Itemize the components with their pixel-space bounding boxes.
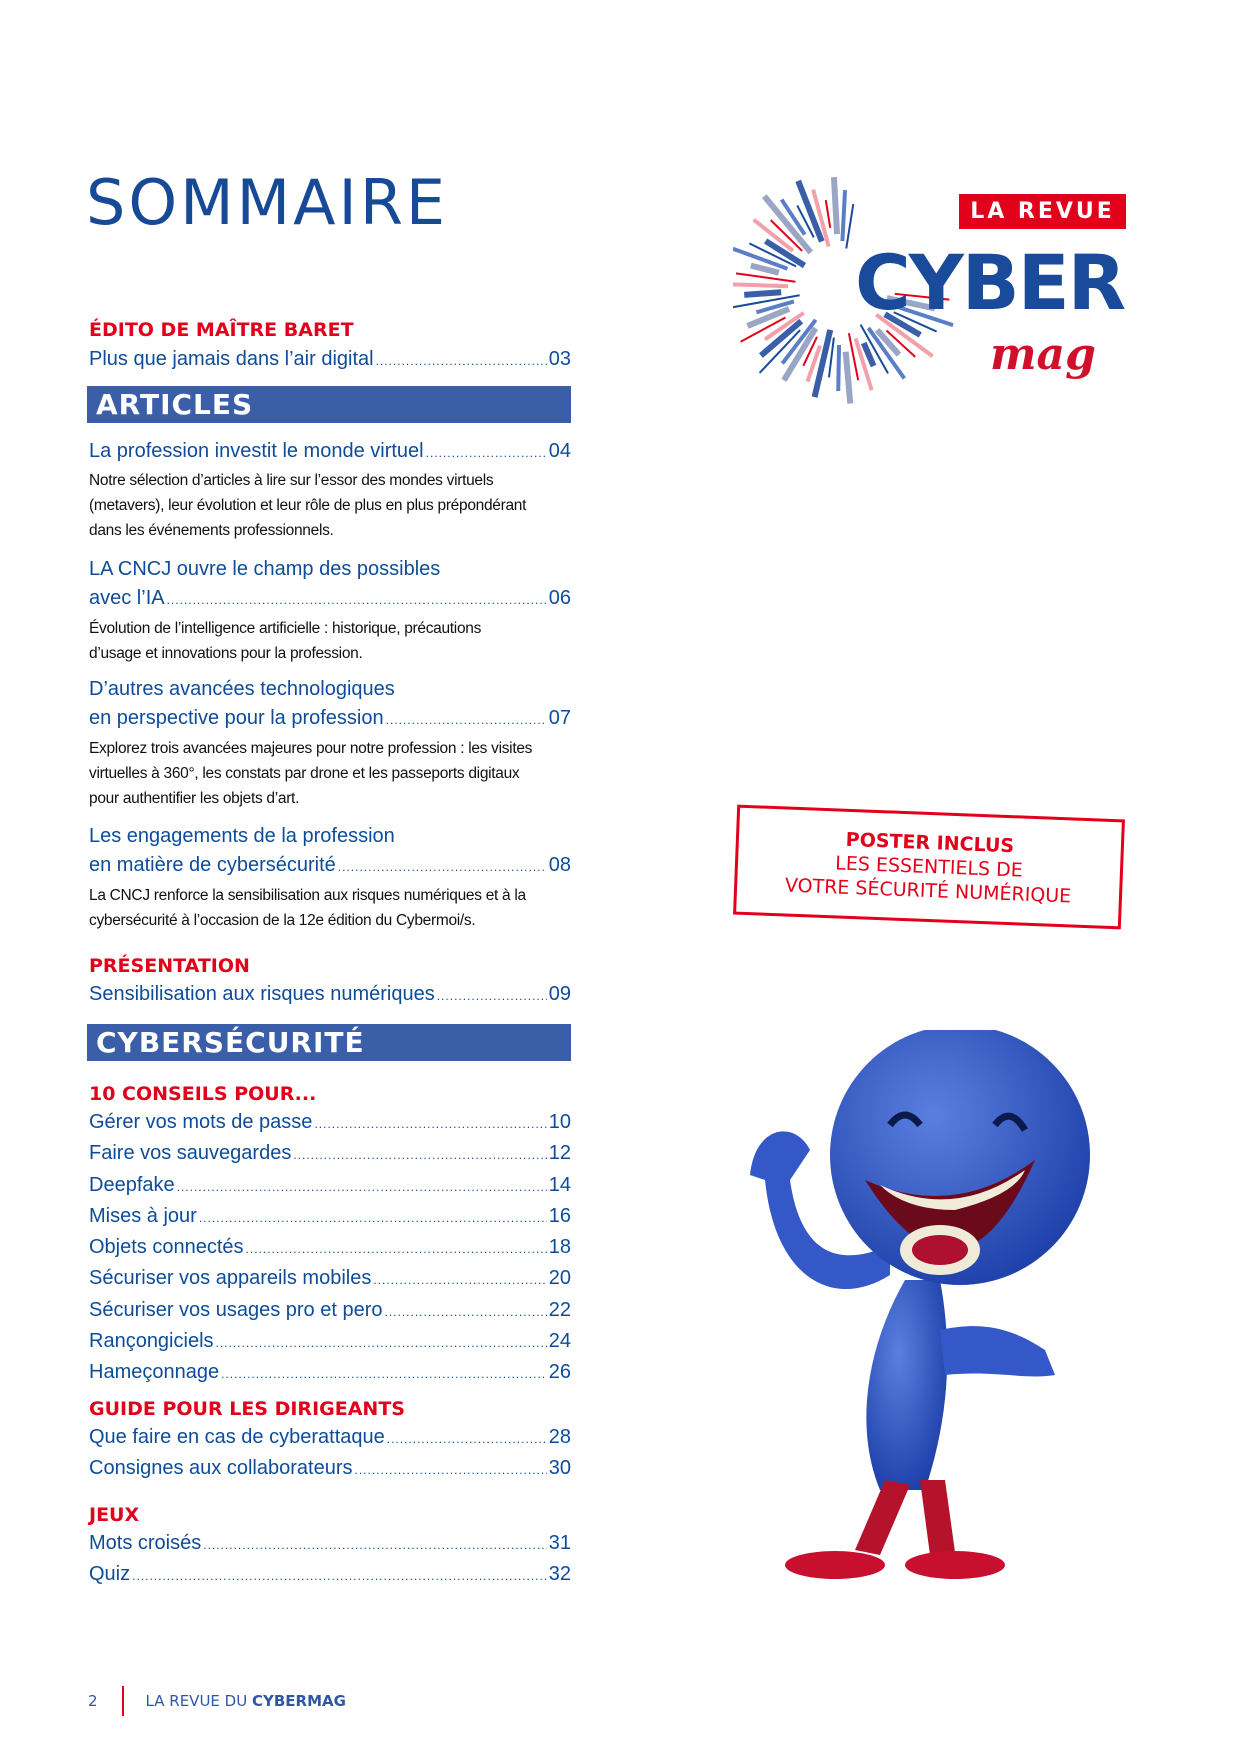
entry-label: Mots croisés bbox=[89, 1532, 202, 1554]
entry-label: Sensibilisation aux risques numériques bbox=[89, 983, 435, 1005]
toc-entry[interactable] bbox=[89, 1454, 571, 1485]
entry-label: Faire vos sauvegardes bbox=[89, 1142, 292, 1165]
article-entry[interactable] bbox=[89, 675, 571, 811]
page-number: 2 bbox=[88, 1692, 98, 1710]
entry-label: D’autres avancées technologiques bbox=[89, 678, 395, 700]
article-entry[interactable] bbox=[89, 555, 571, 666]
entry-label: Mises à jour bbox=[89, 1204, 197, 1227]
entry-page: 12 bbox=[548, 1142, 571, 1165]
entry-label: Que faire en cas de cyberattaque bbox=[89, 1426, 385, 1448]
burst-ray bbox=[733, 284, 788, 286]
leader-dots bbox=[376, 345, 547, 376]
toc-entry[interactable] bbox=[89, 1171, 571, 1202]
logo-name: CYBER bbox=[855, 238, 1125, 327]
entry-page: 22 bbox=[548, 1298, 571, 1321]
footer-divider bbox=[122, 1686, 124, 1716]
entry-page: 20 bbox=[548, 1267, 571, 1290]
burst-ray bbox=[751, 266, 779, 273]
poster-line: LES ESSENTIELS DE bbox=[834, 852, 1024, 882]
page-title: SOMMAIRE bbox=[86, 166, 449, 239]
entry-label: La profession investit le monde virtuel bbox=[89, 440, 424, 462]
burst-ray bbox=[842, 190, 845, 241]
jeux-heading: JEUX bbox=[89, 1504, 140, 1526]
page-footer bbox=[88, 1686, 346, 1716]
leader-dots bbox=[203, 1529, 547, 1560]
entry-label: Deepfake bbox=[89, 1173, 175, 1196]
toc-entry[interactable] bbox=[89, 1327, 571, 1358]
mascot-illustration bbox=[715, 1030, 1095, 1590]
entry-description: Notre sélection d’articles à lire sur l’essor des mondes virtuels (metavers), leur évolution et leur rôle de plus en plus prépondérant dans les événements professionnels. bbox=[89, 472, 527, 540]
leader-dots bbox=[221, 1358, 547, 1389]
entry-page: 06 bbox=[548, 587, 571, 610]
entry-page: 26 bbox=[548, 1361, 571, 1384]
entry-label: Gérer vos mots de passe bbox=[89, 1111, 313, 1133]
burst-ray bbox=[747, 309, 789, 326]
conseils-section bbox=[89, 1080, 571, 1390]
entry-label: LA CNCJ ouvre le champ des possibles bbox=[89, 558, 441, 580]
burst-ray bbox=[838, 345, 839, 391]
entry-label: Les engagements de la profession bbox=[89, 825, 395, 847]
toc-entry[interactable] bbox=[89, 1264, 571, 1295]
entry-page: 08 bbox=[548, 854, 571, 877]
burst-ray bbox=[846, 352, 851, 404]
leader-dots bbox=[216, 1327, 547, 1358]
footer-text: LA REVUE DU CYBERMAG bbox=[145, 1692, 346, 1710]
entry-label: en matière de cybersécurité bbox=[89, 854, 336, 877]
toc-entry[interactable] bbox=[89, 1529, 571, 1560]
entry-description: La CNCJ renforce la sensibilisation aux risques numériques et à la cybersécurité à l’occasion de la 12e édition du Cybermoi/s. bbox=[89, 886, 526, 929]
logo-badge: LA REVUE bbox=[959, 194, 1126, 229]
toc-entry[interactable] bbox=[89, 1560, 571, 1591]
leader-dots bbox=[293, 1139, 546, 1170]
leader-dots bbox=[385, 1296, 547, 1327]
leader-dots bbox=[314, 1108, 546, 1139]
entry-label: en perspective pour la profession bbox=[89, 707, 384, 730]
leader-dots bbox=[177, 1171, 547, 1202]
entry-description: Explorez trois avancées majeures pour notre profession : les visites virtuelles à 360°, les constats par drone et les passeports digitaux pour authentifier les objets d’art. bbox=[89, 739, 533, 807]
toc-entry[interactable] bbox=[89, 980, 571, 1011]
toc-entry[interactable] bbox=[89, 1423, 571, 1454]
entry-page: 24 bbox=[548, 1330, 571, 1353]
burst-ray bbox=[834, 177, 837, 234]
edito-section bbox=[89, 316, 571, 376]
toc-entry[interactable] bbox=[89, 1108, 571, 1139]
section-bar-articles: ARTICLES bbox=[87, 386, 571, 423]
conseils-list bbox=[89, 1108, 571, 1390]
edito-heading: ÉDITO DE MAÎTRE BARET bbox=[89, 319, 354, 341]
entry-page: 10 bbox=[548, 1111, 571, 1133]
entry-page: 31 bbox=[548, 1532, 571, 1554]
leader-dots bbox=[338, 851, 547, 882]
leader-dots bbox=[167, 584, 547, 615]
entry-label: Quiz bbox=[89, 1563, 131, 1586]
article-entry[interactable] bbox=[89, 822, 571, 933]
toc-entry[interactable] bbox=[89, 1139, 571, 1170]
entry-label: Consignes aux collaborateurs bbox=[89, 1457, 353, 1480]
leader-dots bbox=[437, 980, 547, 1011]
toc-entry[interactable] bbox=[89, 1296, 571, 1327]
entry-page: 04 bbox=[548, 440, 571, 462]
toc-entry[interactable] bbox=[89, 1233, 571, 1264]
section-bar-cybersecurite: CYBERSÉCURITÉ bbox=[87, 1024, 571, 1061]
entry-label: Objets connectés bbox=[89, 1236, 244, 1259]
entry-page: 16 bbox=[548, 1204, 571, 1227]
entry-page: 09 bbox=[548, 983, 571, 1005]
poster-title: POSTER INCLUS bbox=[845, 828, 1015, 858]
leader-dots bbox=[246, 1233, 547, 1264]
poster-line: VOTRE SÉCURITÉ NUMÉRIQUE bbox=[784, 874, 1072, 908]
burst-ray bbox=[736, 273, 795, 281]
burst-ray bbox=[826, 200, 830, 228]
entry-description: Évolution de l’intelligence artificielle : historique, précautions d’usage et innovations pour la profession. bbox=[89, 619, 482, 662]
poster-stamp bbox=[733, 805, 1125, 930]
jeux-section bbox=[89, 1501, 571, 1592]
leader-dots bbox=[373, 1264, 546, 1295]
entry-label: Rançongiciels bbox=[89, 1330, 214, 1353]
guide-section bbox=[89, 1395, 571, 1486]
leader-dots bbox=[387, 1423, 547, 1454]
presentation-section bbox=[89, 952, 571, 1011]
burst-ray bbox=[846, 204, 853, 248]
leader-dots bbox=[426, 437, 547, 468]
article-entry[interactable] bbox=[89, 437, 571, 543]
entry-page: 30 bbox=[548, 1457, 571, 1480]
leader-dots bbox=[132, 1560, 547, 1591]
entry-page: 32 bbox=[548, 1563, 571, 1586]
logo-sub: mag bbox=[990, 329, 1096, 380]
leader-dots bbox=[355, 1454, 547, 1485]
toc-entry[interactable] bbox=[89, 345, 571, 376]
burst-ray bbox=[744, 292, 781, 295]
leader-dots bbox=[199, 1202, 547, 1233]
entry-label: Sécuriser vos appareils mobiles bbox=[89, 1267, 372, 1290]
entry-page: 03 bbox=[548, 348, 571, 370]
burst-ray bbox=[815, 330, 831, 397]
jeux-list bbox=[89, 1529, 571, 1592]
entry-page: 28 bbox=[548, 1426, 571, 1448]
leader-dots bbox=[386, 704, 547, 735]
guide-heading: GUIDE POUR LES DIRIGEANTS bbox=[89, 1398, 405, 1420]
entry-label: Plus que jamais dans l’air digital bbox=[89, 348, 374, 370]
guide-list bbox=[89, 1423, 571, 1486]
entry-label: Sécuriser vos usages pro et pero bbox=[89, 1298, 383, 1321]
conseils-heading: 10 CONSEILS POUR... bbox=[89, 1083, 317, 1105]
footer-brand: CYBERMAG bbox=[251, 1692, 346, 1710]
entry-label: Hameçonnage bbox=[89, 1361, 220, 1384]
entry-page: 14 bbox=[548, 1173, 571, 1196]
entry-label: avec l’IA bbox=[89, 587, 165, 610]
entry-page: 18 bbox=[548, 1236, 571, 1259]
presentation-heading: PRÉSENTATION bbox=[89, 955, 250, 977]
toc-entry[interactable] bbox=[89, 1358, 571, 1389]
toc-entry[interactable] bbox=[89, 1202, 571, 1233]
entry-page: 07 bbox=[548, 707, 571, 730]
